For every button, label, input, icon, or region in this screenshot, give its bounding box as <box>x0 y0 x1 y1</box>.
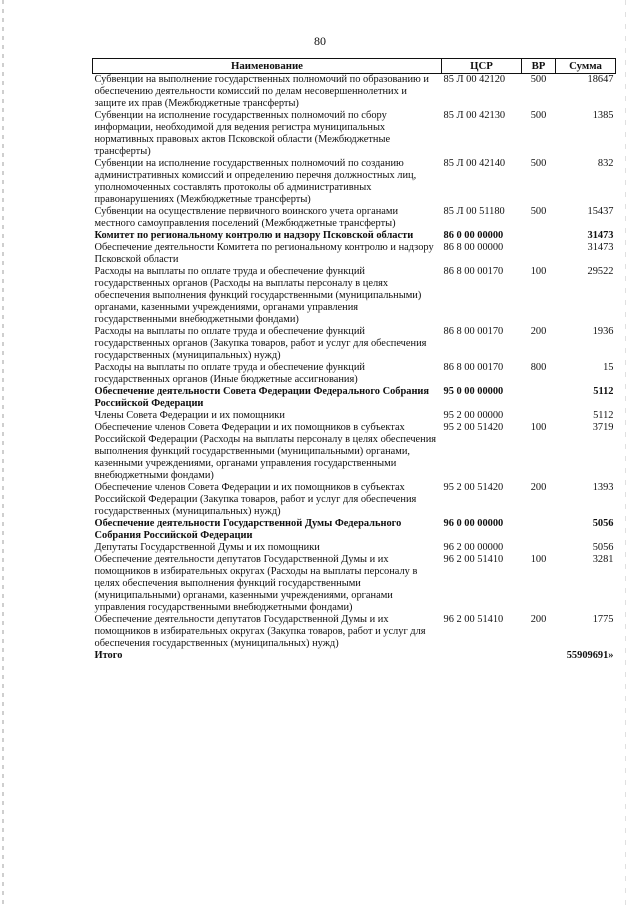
row-vr: 200 <box>530 482 547 493</box>
row-vr: 100 <box>530 422 547 433</box>
row-name: Обеспечение деятельности депутатов Государственной Думы и их помощников в избирательных округах (Закупка товаров, работ и услуг для обеспечения государственных (муниципальных) нужд) <box>94 614 426 649</box>
row-sum: 3719 <box>592 422 614 433</box>
row-csr: 86 8 00 00000 <box>443 242 504 253</box>
table-row <box>93 614 616 650</box>
row-vr <box>522 230 556 242</box>
row-csr: 85 Л 00 42120 <box>443 74 506 85</box>
row-sum: 5112 <box>593 410 614 421</box>
table-header-row <box>93 59 616 74</box>
row-name: Члены Совета Федерации и их помощники <box>94 410 285 421</box>
total-label: Итого <box>94 650 123 661</box>
row-sum: 15437 <box>587 206 614 217</box>
row-vr: 500 <box>530 158 547 169</box>
row-name: Расходы на выплаты по оплате труда и обеспечение функций государственных органов (Расходы на выплаты персоналу в целях обеспечения выполнения функций государственными (муниципальными) органами, казенными учреждениями, органами управления государственными внебюджетными фондами) <box>94 266 422 325</box>
table-row <box>93 518 616 542</box>
row-csr: 86 8 00 00170 <box>443 326 504 337</box>
row-name: Субвенции на осуществление первичного воинского учета органами местного самоуправления поселений (Межбюджетные трансферты) <box>94 206 398 229</box>
table-row <box>93 206 616 230</box>
row-csr: 95 0 00 00000 <box>443 386 504 397</box>
row-name: Субвенции на исполнение государственных полномочий по сбору информации, необходимой для ведения регистра муниципальных нормативных правовых актов Псковской области (Межбюджетные трансферты) <box>94 110 391 157</box>
table-row <box>93 362 616 386</box>
row-csr: 95 2 00 00000 <box>443 410 504 421</box>
row-sum: 5056 <box>592 518 614 529</box>
row-csr: 95 2 00 51420 <box>443 422 504 433</box>
row-sum: 5112 <box>593 386 614 397</box>
row-vr: 200 <box>530 326 547 337</box>
row-sum: 1936 <box>592 326 614 337</box>
row-sum: 1775 <box>592 614 614 625</box>
row-vr <box>522 542 556 554</box>
header-csr: ЦСР <box>442 59 522 74</box>
row-csr: 96 2 00 51410 <box>443 554 504 565</box>
row-sum: 3281 <box>592 554 614 565</box>
row-name: Обеспечение деятельности Государственной Думы Федерального Собрания Российской Федерации <box>94 518 402 541</box>
total-sum: 55909691» <box>566 650 614 661</box>
row-sum: 1385 <box>592 110 614 121</box>
row-name: Обеспечение членов Совета Федерации и их помощников в субъектах Российской Федерации (Закупка товаров, работ и услуг для обеспечения государственных (муниципальных) нужд) <box>94 482 417 517</box>
budget-table <box>92 58 616 662</box>
header-sum: Сумма <box>556 59 616 74</box>
row-name: Обеспечение членов Совета Федерации и их помощников в субъектах Российской Федерации (Расходы на выплаты персоналу в целях обеспечения выполнения функций государственными (муниципальными) органами, казенными учреждениями, органами управления государственными внебюджетными фондами) <box>94 422 437 481</box>
header-vr: ВР <box>522 59 556 74</box>
row-vr: 500 <box>530 74 547 85</box>
row-vr <box>522 386 556 410</box>
table-row <box>93 542 616 554</box>
row-vr: 500 <box>530 110 547 121</box>
row-sum: 1393 <box>592 482 614 493</box>
header-name: Наименование <box>93 59 442 74</box>
row-sum: 18647 <box>587 74 614 85</box>
row-csr: 85 Л 00 42130 <box>443 110 506 121</box>
table-row <box>93 410 616 422</box>
left-edge-marks <box>2 0 4 905</box>
row-csr: 85 Л 00 51180 <box>443 206 505 217</box>
table-row <box>93 230 616 242</box>
row-csr: 95 2 00 51420 <box>443 482 504 493</box>
row-csr: 96 2 00 51410 <box>443 614 504 625</box>
table-row <box>93 158 616 206</box>
row-vr <box>522 518 556 542</box>
row-name: Комитет по региональному контролю и надзору Псковской области <box>94 230 414 241</box>
row-name: Обеспечение деятельности Совета Федерации Федерального Собрания Российской Федерации <box>94 386 430 409</box>
table-row <box>93 74 616 111</box>
row-sum: 15 <box>603 362 614 373</box>
row-vr <box>522 410 556 422</box>
row-vr: 100 <box>530 266 547 277</box>
table-row <box>93 482 616 518</box>
row-vr: 200 <box>530 614 547 625</box>
table-row <box>93 242 616 266</box>
row-name: Расходы на выплаты по оплате труда и обеспечение функций государственных органов (Иные бюджетные ассигнования) <box>94 362 365 385</box>
row-vr <box>522 242 556 266</box>
row-name: Обеспечение деятельности Комитета по региональному контролю и надзору Псковской области <box>94 242 434 265</box>
row-name: Расходы на выплаты по оплате труда и обеспечение функций государственных органов (Закупка товаров, работ и услуг для обеспечения государственных (муниципальных) нужд) <box>94 326 427 361</box>
row-sum: 31473 <box>587 230 614 241</box>
row-name: Субвенции на выполнение государственных полномочий по образованию и обеспечению деятельности комиссий по делам несовершеннолетних и защите их прав (Межбюджетные трансферты) <box>94 74 429 109</box>
row-vr: 100 <box>530 554 547 565</box>
table-row <box>93 554 616 614</box>
row-name: Субвенции на исполнение государственных полномочий по созданию административных комиссий и определению перечня должностных лиц, уполномоченных составлять протоколы об административных правонарушениях (Межбюджетные трансферты) <box>94 158 417 205</box>
row-csr: 86 8 00 00170 <box>443 362 504 373</box>
page-number: 80 <box>314 34 326 48</box>
row-name: Депутаты Государственной Думы и их помощники <box>94 542 320 553</box>
row-csr: 86 8 00 00170 <box>443 266 504 277</box>
row-csr: 86 0 00 00000 <box>443 230 504 241</box>
table-row <box>93 386 616 410</box>
row-vr: 500 <box>530 206 547 217</box>
row-csr: 96 0 00 00000 <box>443 518 504 529</box>
row-csr: 96 2 00 00000 <box>443 542 504 553</box>
table-row <box>93 266 616 326</box>
row-csr: 85 Л 00 42140 <box>443 158 506 169</box>
table-row <box>93 110 616 158</box>
row-sum: 5056 <box>592 542 614 553</box>
table-row <box>93 326 616 362</box>
row-sum: 832 <box>597 158 614 169</box>
table-row <box>93 422 616 482</box>
total-row <box>93 650 616 662</box>
right-edge-marks <box>625 0 626 905</box>
row-name: Обеспечение деятельности депутатов Государственной Думы и их помощников в избирательных округах (Расходы на выплаты персоналу в целях обеспечения выполнения функций государственными (муниципальными) органами, казенными учреждениями, органами управления государственными внебюджетными фондами) <box>94 554 418 613</box>
row-sum: 29522 <box>587 266 614 277</box>
row-sum: 31473 <box>587 242 614 253</box>
row-vr: 800 <box>530 362 547 373</box>
